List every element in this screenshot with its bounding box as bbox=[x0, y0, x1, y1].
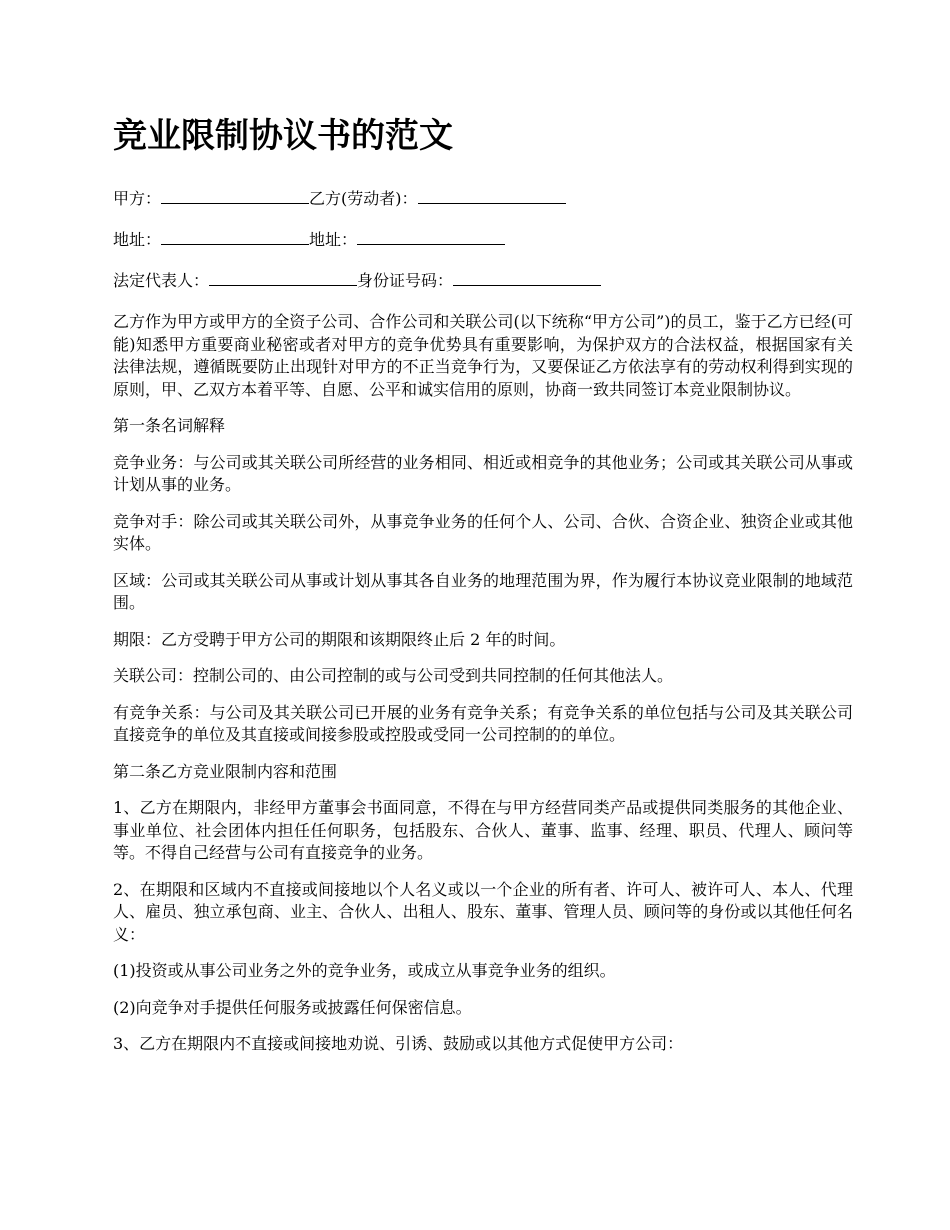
article-1-heading: 第一条名词解释 bbox=[113, 416, 226, 435]
party-b-label: 乙方(劳动者)： bbox=[309, 189, 418, 208]
definition-competitor: 竞争对手：除公司或其关联公司外，从事竞争业务的任何个人、公司、合伙、合资企业、独资企业或其他实体。 bbox=[113, 511, 853, 553]
party-b-blank bbox=[418, 189, 566, 204]
id-number-blank bbox=[453, 271, 601, 286]
clause-1: 1、乙方在期限内，非经甲方董事会书面同意，不得在与甲方经营同类产品或提供同类服务的其他企业、事业单位、社会团体内担任任何职务，包括股东、合伙人、董事、监事、经理、职员、代理人、顾问等等。不得自己经营与公司有直接竞争的业务。 bbox=[113, 798, 853, 862]
definition-region: 区域：公司或其关联公司从事或计划从事其各自业务的地理范围为界，作为履行本协议竞业限制的地域范围。 bbox=[113, 570, 853, 612]
article-2-heading: 第二条乙方竞业限制内容和范围 bbox=[113, 761, 338, 781]
document-title: 竞业限制协议书的范文 bbox=[113, 116, 453, 156]
intro-paragraph: 乙方作为甲方或甲方的全资子公司、合作公司和关联公司(以下统称“甲方公司”)的员工，鉴于乙方已经(可能)知悉甲方重要商业秘密或者对甲方的竞争优势具有重要影响，为保护双方的合法权益，根据国家有关法律法规，遵循既要防止出现针对甲方的不正当竞争行为，又要保证乙方依法享有的劳动权利得到实现的原则，甲、乙双方本着平等、自愿、公平和诚实信用的原则，协商一致共同签订本竞业限制协议。 bbox=[113, 312, 853, 399]
address-line bbox=[113, 229, 853, 252]
clause-2-item-1: (1)投资或从事公司业务之外的竞争业务，或成立从事竞争业务的组织。 bbox=[113, 961, 616, 980]
legal-rep-blank bbox=[209, 271, 357, 286]
definition-competing-business: 竞争业务：与公司或其关联公司所经营的业务相同、相近或相竞争的其他业务；公司或其关联公司从事或计划从事的业务。 bbox=[113, 452, 853, 494]
clause-3: 3、乙方在期限内不直接或间接地劝说、引诱、鼓励或以其他方式促使甲方公司： bbox=[113, 1034, 684, 1053]
clause-2-item-2: (2)向竞争对手提供任何服务或披露任何保密信息。 bbox=[113, 997, 472, 1017]
representative-line bbox=[113, 270, 853, 293]
document-page bbox=[113, 112, 853, 1070]
party-a-label: 甲方： bbox=[113, 189, 162, 208]
address-a-label: 地址： bbox=[113, 230, 162, 249]
definition-competitive-relation: 有竞争关系：与公司及其关联公司已开展的业务有竞争关系；有竞争关系的单位包括与公司及其关联公司直接竞争的单位及其直接或间接参股或控股或受同一公司控制的的单位。 bbox=[113, 702, 853, 744]
address-a-blank bbox=[161, 230, 309, 245]
party-a-blank bbox=[161, 189, 309, 204]
party-line bbox=[113, 188, 853, 211]
clause-2: 2、在期限和区域内不直接或间接地以个人名义或以一个企业的所有者、许可人、被许可人、本人、代理人、雇员、独立承包商、业主、合伙人、出租人、股东、董事、管理人员、顾问等的身份或以其他任何名义： bbox=[113, 879, 853, 944]
definition-affiliate: 关联公司：控制公司的、由公司控制的或与公司受到共同控制的任何其他法人。 bbox=[113, 666, 674, 685]
address-b-label: 地址： bbox=[309, 230, 358, 249]
id-number-label: 身份证号码： bbox=[357, 271, 454, 290]
legal-rep-label: 法定代表人： bbox=[113, 271, 210, 290]
address-b-blank bbox=[357, 230, 505, 245]
definition-term: 期限：乙方受聘于甲方公司的期限和该期限终止后 2 年的时间。 bbox=[113, 629, 566, 649]
